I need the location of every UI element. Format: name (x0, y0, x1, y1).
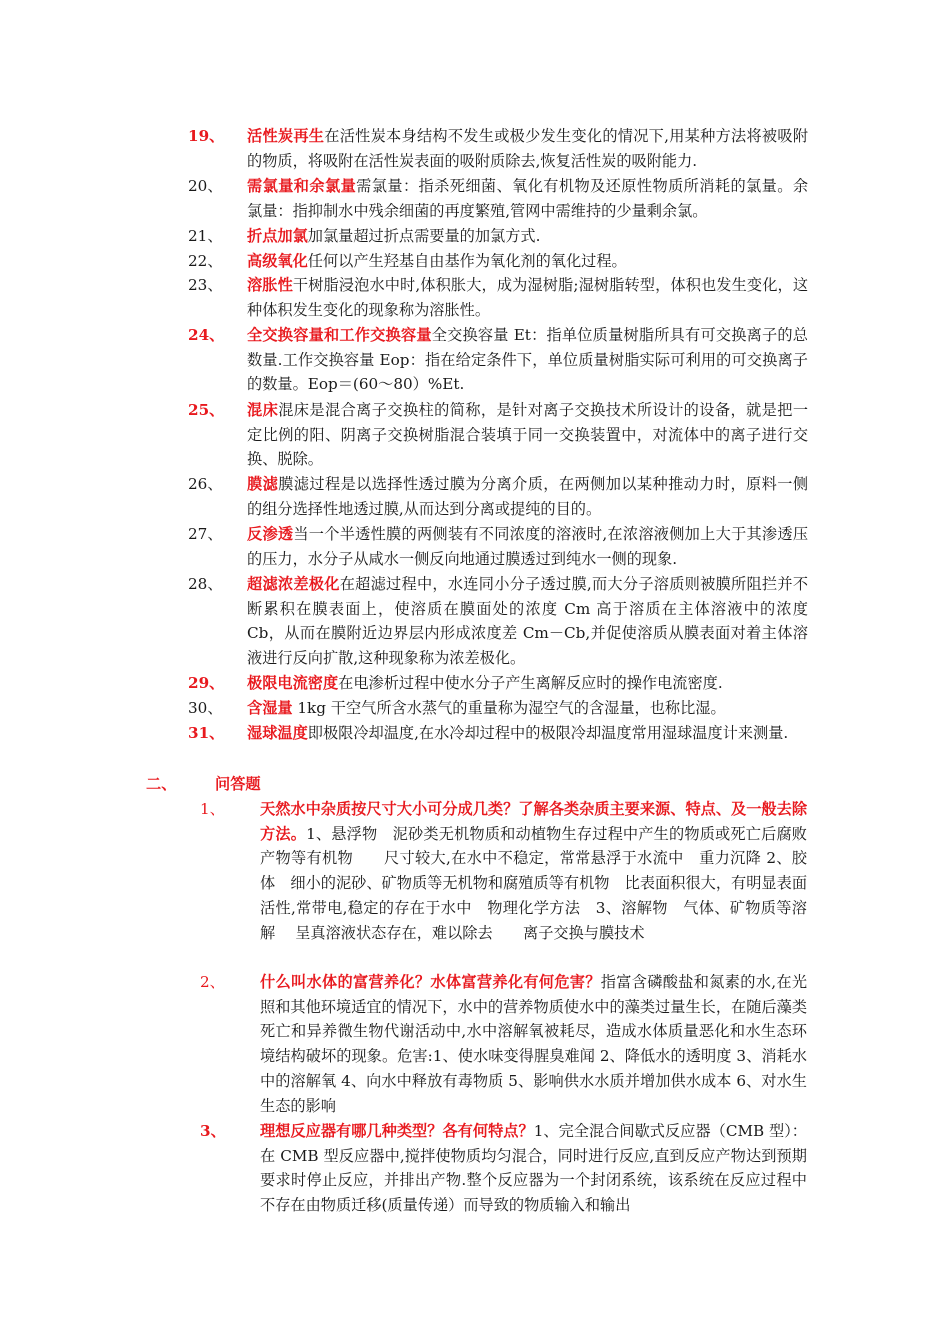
item-number: 19、 (188, 127, 225, 145)
section-heading (146, 772, 261, 797)
definition-item-21 (188, 224, 808, 249)
definition-text: 即极限冷却温度,在水冷却过程中的极限冷却温度常用湿球温度计来测量. (307, 724, 789, 742)
definition-text: 在超滤过程中，水连同小分子透过膜,而大分子溶质则被膜所阻拦并不断累积在膜表面上，使溶质在膜面处的浓度 Cm 高于溶质在主体溶液中的浓度 Cb，从而在膜附近边界层内形成浓度差 Cm－Cb,并促使溶质从膜表面对着主体溶液进行反向扩散,这种现象称为浓差极化。 (247, 575, 809, 668)
term: 极限电流密度 (247, 674, 339, 692)
term: 超滤浓差极化 (247, 575, 340, 593)
term: 折点加氯 (247, 227, 308, 245)
definition-text: 加氯量超过折点需要量的加氯方式. (307, 227, 541, 245)
definition-text: 全交换容量 Et：指单位质量树脂所具有可交换离子的总数量.工作交换容量 Eop：指在给定条件下，单位质量树脂实际可利用的可交换离子的数量。Eop＝(60～80）%Et. (247, 326, 808, 394)
definition-text: 1kg 干空气所含水蒸气的重量称为湿空气的含湿量，也称比湿。 (292, 699, 726, 717)
item-number: 20、 (188, 177, 223, 195)
item-number: 21、 (188, 227, 223, 245)
definition-item-24 (188, 323, 808, 397)
item-number: 31、 (188, 724, 225, 742)
definition-item-31 (188, 721, 808, 746)
term: 需氯量和余氯量 (247, 177, 357, 195)
section-number: 二、 (146, 775, 177, 793)
term: 活性炭再生 (247, 127, 325, 145)
definition-item-28 (188, 572, 808, 671)
answer-text: 1、完全混合间歇式反应器（CMB 型）：在 CMB 型反应器中,搅拌使物质均匀混合，同时进行反应,直到反应产物达到预期要求时停止反应，并排出产物.整个反应器为一个封闭系统，该系统在反应过程中不存在由物质迁移(质量传递）而导致的物质输入和输出 (260, 1122, 807, 1215)
item-number: 27、 (188, 525, 223, 543)
term: 高级氧化 (247, 252, 308, 270)
term: 溶胀性 (247, 276, 293, 294)
item-number: 30、 (188, 699, 223, 717)
item-number: 28、 (188, 575, 223, 593)
definition-item-26 (188, 472, 808, 521)
definition-text: 在电渗析过程中使水分子产生离解反应时的操作电流密度. (338, 674, 723, 692)
question-number: 3、 (200, 1122, 226, 1140)
item-number: 25、 (188, 401, 225, 419)
definition-text: 混床是混合离子交换柱的简称，是针对离子交换技术所设计的设备，就是把一定比例的阳、阴离子交换树脂混合装填于同一交换装置中，对流体中的离子进行交换、脱除。 (247, 401, 809, 469)
definition-text: 任何以产生羟基自由基作为氧化剂的氧化过程。 (307, 252, 627, 270)
definition-item-20 (188, 174, 808, 223)
definition-item-29 (188, 671, 808, 696)
section-title: 问答题 (215, 775, 261, 793)
question-text: 理想反应器有哪几种类型？各有何特点？ (260, 1122, 534, 1140)
definition-item-27 (188, 522, 808, 571)
question-item-3 (200, 1119, 807, 1218)
term: 全交换容量和工作交换容量 (247, 326, 432, 344)
definition-text: 在活性炭本身结构不发生或极少发生变化的情况下,用某种方法将被吸附的物质，将吸附在活性炭表面的吸附质除去,恢复活性炭的吸附能力. (247, 127, 809, 170)
question-text: 什么叫水体的富营养化？水体富营养化有何危害？ (260, 973, 601, 991)
question-number: 1、 (200, 800, 225, 818)
term: 反渗透 (247, 525, 294, 543)
definition-item-23 (188, 273, 808, 322)
answer-text: 指富含磷酸盐和氮素的水,在光照和其他环境适宜的情况下，水中的营养物质使水中的藻类过量生长，在随后藻类死亡和异养微生物代谢活动中,水中溶解氧被耗尽，造成水体质量恶化和水生态环境结构破坏的现象。危害:1、使水味变得腥臭难闻 2、降低水的透明度 3、消耗水中的溶解氧 4、向水中释放有毒物质 5、影响供水水质并增加供水成本 6、对水生生态的影响 (260, 973, 808, 1115)
question-item-2 (200, 970, 807, 1118)
definition-item-30 (188, 696, 808, 721)
definition-text: 需氯量：指杀死细菌、氧化有机物及还原性物质所消耗的氯量。余氯量：指抑制水中残余细菌的再度繁殖,管网中需维持的少量剩余氯。 (247, 177, 809, 220)
question-text: 天然水中杂质按尺寸大小可分成几类？了解各类杂质主要来源、特点、及一般去除方法。 (260, 800, 807, 843)
definition-item-22 (188, 249, 808, 274)
question-item-1 (200, 797, 807, 945)
definition-text: 干树脂浸泡水中时,体积胀大，成为湿树脂;湿树脂转型，体积也发生变化，这种体积发生变化的现象称为溶胀性。 (247, 276, 809, 319)
term: 膜滤 (247, 475, 279, 493)
answer-text: 1、悬浮物 泥砂类无机物质和动植物生存过程中产生的物质或死亡后腐败产物等有机物 尺寸较大,在水中不稳定，常常悬浮于水流中 重力沉降 2、胶体 细小的泥砂、矿物质等无机物和腐殖质等有机物 比表面积很大，有明显表面活性,常带电,稳定的存在于水中 物理化学方法 3、溶解物 气体、矿物质等溶解 呈真溶液状态存在，难以除去 离子交换与膜技术 (260, 824, 807, 942)
item-number: 24、 (188, 326, 225, 344)
definition-text: 当一个半透性膜的两侧装有不同浓度的溶液时,在浓溶液侧加上大于其渗透压的压力，水分子从咸水一侧反向地通过膜透过到纯水一侧的现象. (247, 525, 809, 568)
question-number: 2、 (200, 973, 225, 991)
term: 湿球温度 (247, 724, 308, 742)
definition-text: 膜滤过程是以选择性透过膜为分离介质，在两侧加以某种推动力时，原料一侧的组分选择性地透过膜,从而达到分离或提纯的目的。 (247, 475, 809, 518)
term: 含湿量 (247, 699, 293, 717)
definition-item-19 (188, 124, 808, 173)
item-number: 29、 (188, 674, 225, 692)
item-number: 26、 (188, 475, 223, 493)
term: 混床 (247, 401, 279, 419)
definition-item-25 (188, 398, 808, 472)
item-number: 22、 (188, 252, 223, 270)
item-number: 23、 (188, 276, 223, 294)
